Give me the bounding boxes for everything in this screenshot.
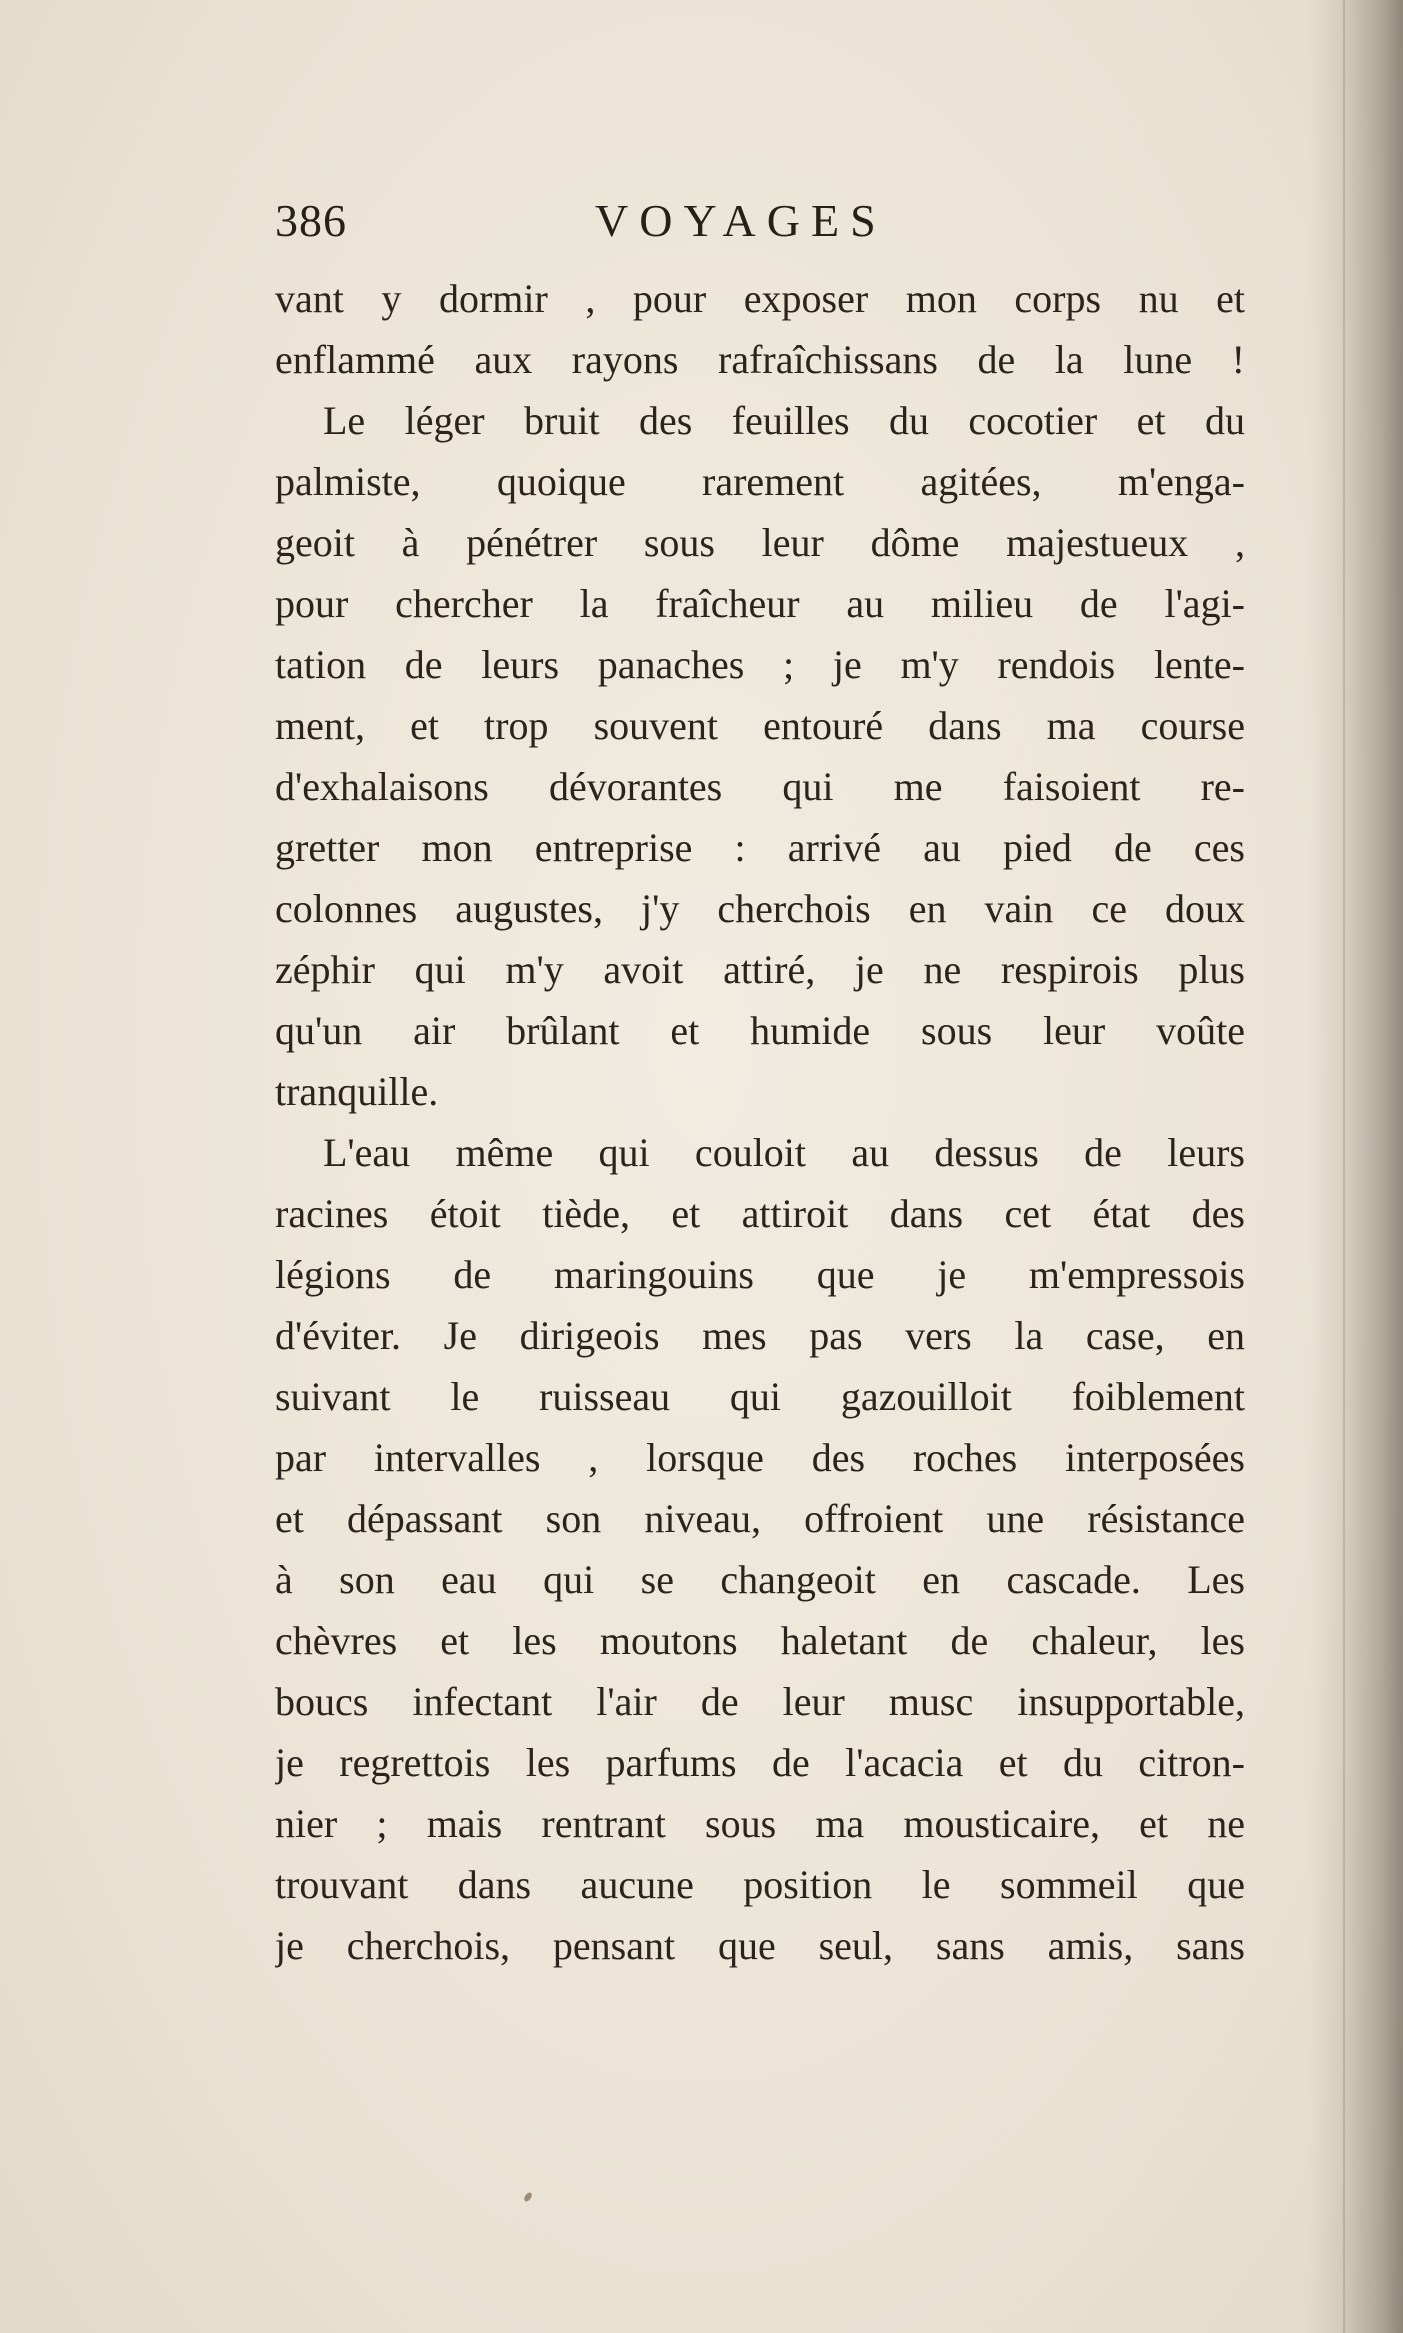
text-line: nier ; mais rentrant sous ma mousticaire, et ne [275,1801,1245,1846]
text-line: colonnes augustes, j'y cherchois en vain ce doux [275,886,1245,931]
text-line: je regrettois les parfums de l'acacia et du citron- [275,1740,1245,1785]
text-line: racines étoit tiède, et attiroit dans cet état des [275,1191,1245,1236]
text-line: geoit à pénétrer sous leur dôme majestueux , [275,520,1245,565]
text-line: trouvant dans aucune position le sommeil que [275,1862,1245,1907]
paragraph-first-line: Le léger bruit des feuilles du cocotier et du [323,398,1245,443]
text-line: tation de leurs panaches ; je m'y rendois lente- [275,642,1245,687]
text-line: ment, et trop souvent entouré dans ma course [275,703,1245,748]
text-line: qu'un air brûlant et humide sous leur voûte [275,1008,1245,1053]
text-line: par intervalles , lorsque des roches interposées [275,1435,1245,1480]
page-number: 386 [275,195,347,246]
paragraph-first-line: L'eau même qui couloit au dessus de leurs [323,1130,1245,1175]
text-line: vant y dormir , pour exposer mon corps nu et [275,276,1245,321]
page-header [275,188,975,258]
text-line: enflammé aux rayons rafraîchissans de la lune ! [275,337,1245,382]
body-text [275,268,1245,1976]
text-line: d'exhalaisons dévorantes qui me faisoient re- [275,764,1245,809]
text-line: légions de maringouins que je m'empressois [275,1252,1245,1297]
text-line: pour chercher la fraîcheur au milieu de l'agi- [275,581,1245,626]
text-line: gretter mon entreprise : arrivé au pied de ces [275,825,1245,870]
text-line: palmiste, quoique rarement agitées, m'enga- [275,459,1245,504]
text-line: chèvres et les moutons haletant de chaleur, les [275,1618,1245,1663]
text-line: boucs infectant l'air de leur musc insupportable, [275,1679,1245,1724]
text-line: suivant le ruisseau qui gazouilloit foiblement [275,1374,1245,1419]
page-gutter-shadow [1308,0,1403,2333]
page-edge [1343,0,1345,2333]
paragraph-last-line: tranquille. [275,1069,439,1114]
ink-speck [523,2191,534,2203]
text-line: à son eau qui se changeoit en cascade. Les [275,1557,1245,1602]
text-line: zéphir qui m'y avoit attiré, je ne respirois plus [275,947,1245,992]
running-title: VOYAGES [595,195,887,246]
text-line: je cherchois, pensant que seul, sans amis, sans [275,1923,1245,1968]
text-line: d'éviter. Je dirigeois mes pas vers la case, en [275,1313,1245,1358]
text-line: et dépassant son niveau, offroient une résistance [275,1496,1245,1541]
